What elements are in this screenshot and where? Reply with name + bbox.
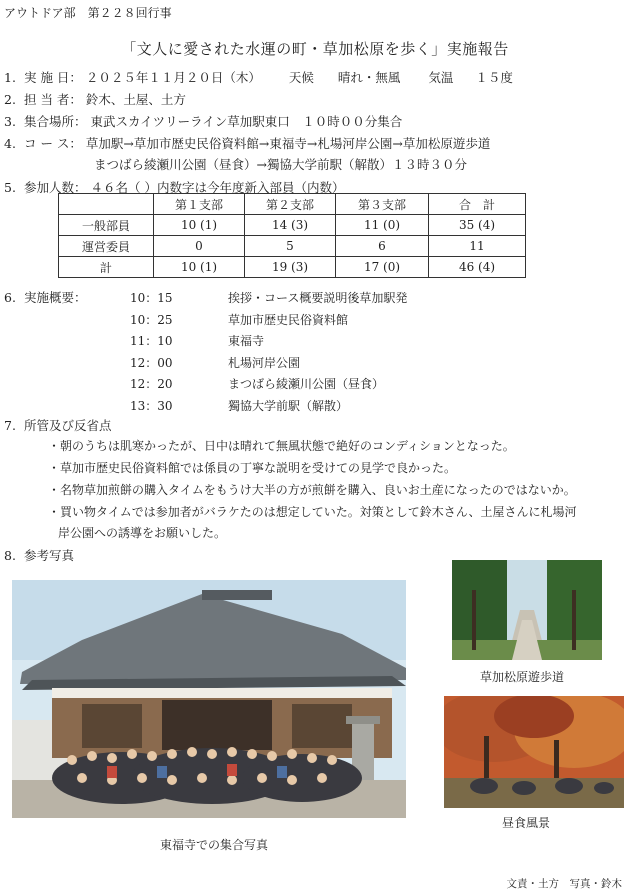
schedule-time: 11：10 — [130, 334, 173, 348]
table-header: 第３支部 — [336, 194, 429, 215]
item-lead — [4, 90, 186, 108]
report-title: 「文人に愛された水運の町・草加松原を歩く」実施報告 — [121, 40, 509, 58]
footer-credit: 文責・土方 写真・鈴木 — [506, 878, 622, 890]
weather-value: 晴れ・無風 — [337, 70, 401, 85]
item-label: 担 当 者： — [23, 92, 82, 107]
table-header — [59, 194, 154, 215]
review-bullet: ・買い物タイムでは参加者がバラケたのは想定していた。対策として鈴木さん、土屋さんに札場河 — [48, 505, 577, 519]
table-row — [59, 215, 526, 236]
pine-path-image — [452, 560, 602, 660]
schedule-item — [130, 353, 407, 375]
table-cell: 運営委員 — [59, 236, 154, 257]
table-cell: 17 (0) — [336, 257, 429, 278]
table-header: 第１支部 — [154, 194, 245, 215]
table-row — [59, 257, 526, 278]
item-photos — [4, 546, 74, 564]
table-header-row — [59, 194, 526, 215]
item-overview — [4, 288, 87, 306]
schedule-item — [130, 396, 407, 418]
table-cell: 計 — [59, 257, 154, 278]
table-cell: 10 (1) — [154, 257, 245, 278]
item-meet — [4, 112, 402, 130]
item-label: コ ー ス： — [23, 136, 82, 151]
item-review — [4, 416, 112, 434]
participants-table — [58, 193, 526, 278]
table-header: 第２支部 — [245, 194, 336, 215]
count-value: ４６名（ ）内数字は今年度新入部員（内数） — [90, 180, 345, 195]
item-number: 4. — [4, 136, 16, 151]
path-photo-caption: 草加松原遊歩道 — [480, 670, 565, 684]
item-label: 実施概要： — [23, 290, 87, 305]
schedule-item — [130, 331, 407, 353]
item-label: 実 施 日： — [23, 70, 82, 85]
table-cell: 5 — [245, 236, 336, 257]
item-number: 6. — [4, 290, 16, 305]
group-photo — [12, 580, 406, 818]
lead-value: 鈴木、土屋、土方 — [85, 92, 186, 107]
schedule-text: 獨協大学前駅（解散） — [228, 398, 349, 413]
item-label: 所管及び反省点 — [23, 418, 112, 433]
lunch-photo-caption: 昼食風景 — [502, 816, 551, 830]
item-label: 集合場所： — [23, 114, 87, 129]
schedule-item — [130, 374, 407, 396]
schedule-text: まつばら綾瀬川公園（昼食） — [228, 377, 385, 391]
meet-value: 東武スカイツリーライン草加駅東口 １０時００分集合 — [90, 114, 403, 129]
schedule-item — [130, 310, 407, 332]
temp-label: 気温 — [428, 70, 454, 85]
item-number: 3. — [4, 114, 16, 129]
schedule-list — [130, 288, 407, 417]
path-photo — [452, 560, 602, 660]
item-number: 8. — [4, 548, 16, 563]
temp-value: １５度 — [475, 70, 513, 85]
item-course — [4, 134, 490, 152]
item-label: 参考写真 — [23, 548, 74, 563]
lunch-photo — [444, 696, 624, 808]
review-bullet: ・草加市歴史民俗資料館では係員の丁寧な説明を受けての見学で良かった。 — [48, 461, 457, 475]
review-bullet: ・朝のうちは肌寒かったが、日中は晴れて無風状態で絶好のコンディションとなった。 — [48, 439, 515, 453]
club-header: アウトドア部 第２２８回行事 — [4, 6, 172, 20]
schedule-time: 10：25 — [130, 312, 173, 327]
table-cell: 19 (3) — [245, 257, 336, 278]
table-cell: 0 — [154, 236, 245, 257]
item-date — [4, 68, 513, 86]
schedule-time: 12：20 — [130, 377, 173, 391]
item-number: 7. — [4, 418, 16, 433]
date-value: ２０２５年１１月２０日（木） — [85, 70, 261, 85]
table-cell: 一般部員 — [59, 215, 154, 236]
table-cell: 6 — [336, 236, 429, 257]
table-header: 合 計 — [429, 194, 526, 215]
schedule-text: 草加市歴史民俗資料館 — [228, 312, 349, 327]
weather-label: 天候 — [288, 70, 314, 85]
table-cell: 11 (0) — [336, 215, 429, 236]
schedule-text: 札場河岸公園 — [228, 355, 301, 370]
schedule-text: 挨拶・コース概要説明後草加駅発 — [228, 291, 408, 305]
group-photo-caption: 東福寺での集合写真 — [160, 838, 269, 852]
item-label: 参加人数： — [23, 180, 87, 195]
course-line-1: 草加駅→草加市歴史民俗資料館→東福寺→札場河岸公園→草加松原遊歩道 — [85, 136, 491, 151]
table-row — [59, 236, 526, 257]
schedule-time: 10：15 — [130, 291, 173, 305]
item-number: 5. — [4, 180, 16, 195]
schedule-time: 13：30 — [130, 398, 173, 413]
schedule-text: 東福寺 — [228, 334, 265, 348]
autumn-lunch-image — [444, 696, 624, 808]
table-cell: 14 (3) — [245, 215, 336, 236]
item-number: 2. — [4, 92, 16, 107]
course-line-2: まつばら綾瀬川公園（昼食）→獨協大学前駅（解散）１３時３０分 — [94, 157, 467, 172]
table-cell: 10 (1) — [154, 215, 245, 236]
table-cell: 46 (4) — [429, 257, 526, 278]
table-cell: 11 — [429, 236, 526, 257]
item-number: 1. — [4, 70, 16, 85]
schedule-item — [130, 288, 407, 310]
table-cell: 35 (4) — [429, 215, 526, 236]
schedule-time: 12：00 — [130, 355, 173, 370]
review-bullet-continued: 岸公園への誘導をお願いした。 — [58, 526, 227, 540]
temple-group-image — [12, 580, 406, 818]
review-bullet: ・名物草加煎餅の購入タイムをもうけ大半の方が煎餅を購入、良いお土産になったのではないか。 — [48, 483, 576, 497]
